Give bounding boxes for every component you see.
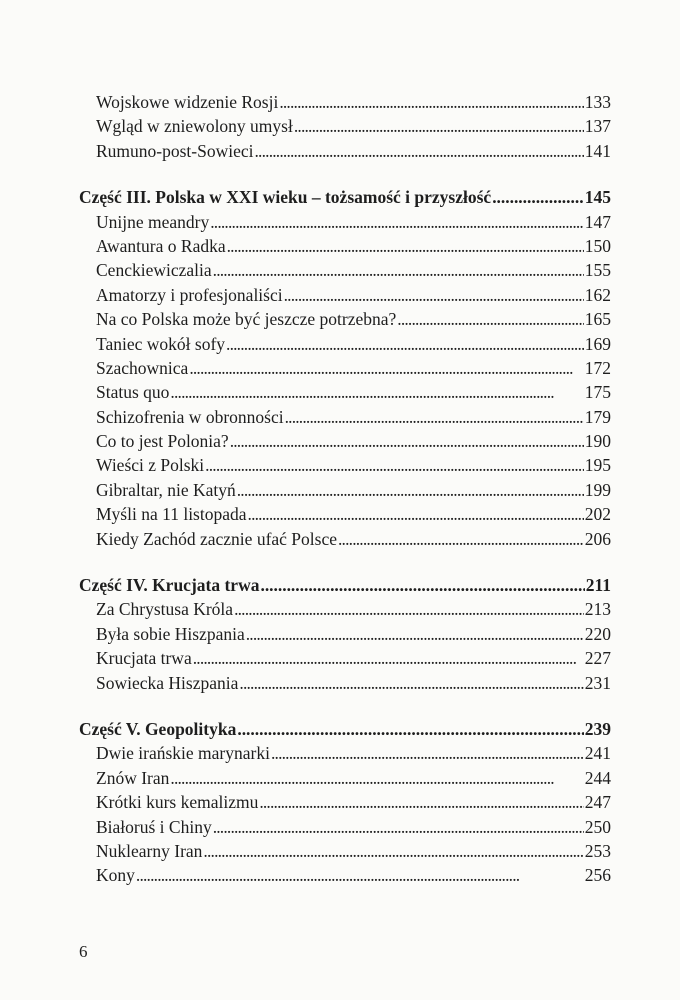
toc-entry: [79, 380, 611, 404]
dot-leader: [284, 283, 584, 307]
entry-title: Szachownica: [96, 357, 189, 378]
entry-page-number: 169: [584, 333, 611, 354]
entry-page-number: 133: [584, 92, 611, 112]
toc-entry: [79, 622, 611, 646]
entry-page-number: 165: [584, 309, 611, 330]
dot-leader: [492, 185, 584, 209]
toc-entry: [79, 283, 611, 307]
toc-entry: [79, 210, 611, 234]
entry-title: Wieści z Polski: [96, 455, 205, 476]
entry-page-number: 256: [584, 865, 611, 886]
part-title: Część III. Polska w XXI wieku – tożsamość i przyszłość: [79, 187, 492, 208]
entry-title: Taniec wokół sofy: [96, 333, 226, 354]
entry-page-number: 250: [584, 816, 611, 837]
entry-page-number: 190: [584, 431, 611, 452]
entry-title: Schizofrenia w obronności: [96, 406, 284, 427]
entry-page-number: 179: [584, 406, 611, 427]
toc-entry: [79, 258, 611, 282]
entry-page-number: 227: [584, 648, 611, 669]
dot-leader: [136, 863, 584, 887]
entry-title: Wgląd w zniewolony umysł: [96, 116, 293, 137]
entry-page-number: 247: [584, 792, 611, 813]
table-of-contents: [79, 90, 611, 888]
toc-entry: [79, 839, 611, 863]
part-page-number: 145: [584, 187, 611, 208]
dot-leader: [213, 258, 584, 282]
dot-leader: [248, 502, 584, 526]
dot-leader: [230, 429, 584, 453]
toc-entry: [79, 405, 611, 429]
entry-title: Krucjata trwa: [96, 648, 192, 669]
entry-page-number: 162: [584, 284, 611, 305]
toc-entry: [79, 234, 611, 258]
toc-entry: [79, 671, 611, 695]
entry-title: Myśli na 11 listopada: [96, 504, 247, 525]
dot-leader: [226, 332, 584, 356]
toc-entry: [79, 356, 611, 380]
toc-entry: [79, 139, 611, 163]
dot-leader: [170, 766, 583, 790]
dot-leader: [246, 622, 584, 646]
entry-title: Wojskowe widzenie Rosji: [96, 92, 279, 112]
dot-leader: [259, 790, 583, 814]
entry-title: Unijne meandry: [96, 211, 210, 232]
part-title: Część V. Geopolityka: [79, 718, 237, 739]
entry-page-number: 150: [584, 235, 611, 256]
entry-title: Krótki kurs kemalizmu: [96, 792, 259, 813]
part-heading: [79, 185, 611, 209]
dot-leader: [189, 356, 583, 380]
toc-entry: [79, 766, 611, 790]
dot-leader: [338, 527, 584, 551]
dot-leader: [239, 671, 583, 695]
toc-entry: [79, 429, 611, 453]
dot-leader: [285, 405, 584, 429]
dot-leader: [213, 815, 584, 839]
entry-page-number: 213: [584, 599, 611, 620]
toc-entry: [79, 453, 611, 477]
dot-leader: [234, 597, 584, 621]
entry-title: Nuklearny Iran: [96, 840, 203, 861]
entry-title: Cenckiewiczalia: [96, 260, 212, 281]
part-title: Część IV. Krucjata trwa: [79, 575, 260, 596]
dot-leader: [203, 839, 583, 863]
entry-page-number: 147: [584, 211, 611, 232]
entry-page-number: 231: [584, 672, 611, 693]
toc-entry: [79, 597, 611, 621]
dot-leader: [237, 478, 584, 502]
entry-title: Rumuno-post-Sowieci: [96, 140, 254, 161]
entry-page-number: 253: [584, 840, 611, 861]
toc-entry: [79, 502, 611, 526]
dot-leader: [210, 210, 584, 234]
toc-entry: [79, 307, 611, 331]
entry-page-number: 244: [584, 767, 611, 788]
toc-entry: [79, 478, 611, 502]
dot-leader: [397, 307, 583, 331]
part-heading: [79, 717, 611, 741]
entry-page-number: 141: [584, 140, 611, 161]
entry-title: Gibraltar, nie Katyń: [96, 479, 236, 500]
entry-title: Na co Polska może być jeszcze potrzebna?: [96, 309, 397, 330]
entry-title: Była sobie Hiszpania: [96, 623, 245, 644]
entry-title: Status quo: [96, 382, 170, 403]
entry-title: Sowiecka Hiszpania: [96, 672, 239, 693]
entry-page-number: 155: [584, 260, 611, 281]
entry-page-number: 206: [584, 528, 611, 549]
entry-title: Znów Iran: [96, 767, 170, 788]
section-gap: [79, 551, 611, 573]
section-gap: [79, 163, 611, 185]
dot-leader: [205, 453, 584, 477]
entry-page-number: 172: [584, 357, 611, 378]
toc-entry: [79, 90, 611, 114]
dot-leader: [294, 114, 584, 138]
entry-page-number: 199: [584, 479, 611, 500]
entry-title: Za Chrystusa Króla: [96, 599, 234, 620]
toc-entry: [79, 114, 611, 138]
part-page-number: 239: [584, 718, 611, 739]
entry-page-number: 220: [584, 623, 611, 644]
entry-page-number: 137: [584, 116, 611, 137]
entry-title: Kiedy Zachód zacznie ufać Polsce: [96, 528, 337, 549]
toc-entry: [79, 646, 611, 670]
entry-title: Awantura o Radka: [96, 235, 226, 256]
entry-page-number: 195: [584, 455, 611, 476]
entry-page-number: 241: [584, 743, 611, 764]
dot-leader: [255, 139, 584, 163]
toc-entry: [79, 790, 611, 814]
dot-leader: [260, 573, 584, 597]
entry-title: Amatorzy i profesjonaliści: [96, 284, 283, 305]
part-heading: [79, 573, 611, 597]
page-number: 6: [79, 942, 88, 961]
entry-title: Dwie irańskie marynarki: [96, 743, 270, 764]
toc-entry: [79, 863, 611, 887]
toc-entry: [79, 332, 611, 356]
entry-title: Kony: [96, 865, 135, 886]
entry-title: Co to jest Polonia?: [96, 431, 229, 452]
toc-entry: [79, 741, 611, 765]
toc-entry: [79, 527, 611, 551]
entry-page-number: 202: [584, 504, 611, 525]
toc-entry: [79, 815, 611, 839]
part-page-number: 211: [585, 575, 611, 596]
dot-leader: [271, 741, 584, 765]
dot-leader: [193, 646, 584, 670]
dot-leader: [170, 380, 583, 404]
section-gap: [79, 695, 611, 717]
entry-page-number: 175: [584, 382, 611, 403]
dot-leader: [227, 234, 584, 258]
entry-title: Białoruś i Chiny: [96, 816, 212, 837]
dot-leader: [237, 717, 583, 741]
dot-leader: [279, 90, 583, 114]
